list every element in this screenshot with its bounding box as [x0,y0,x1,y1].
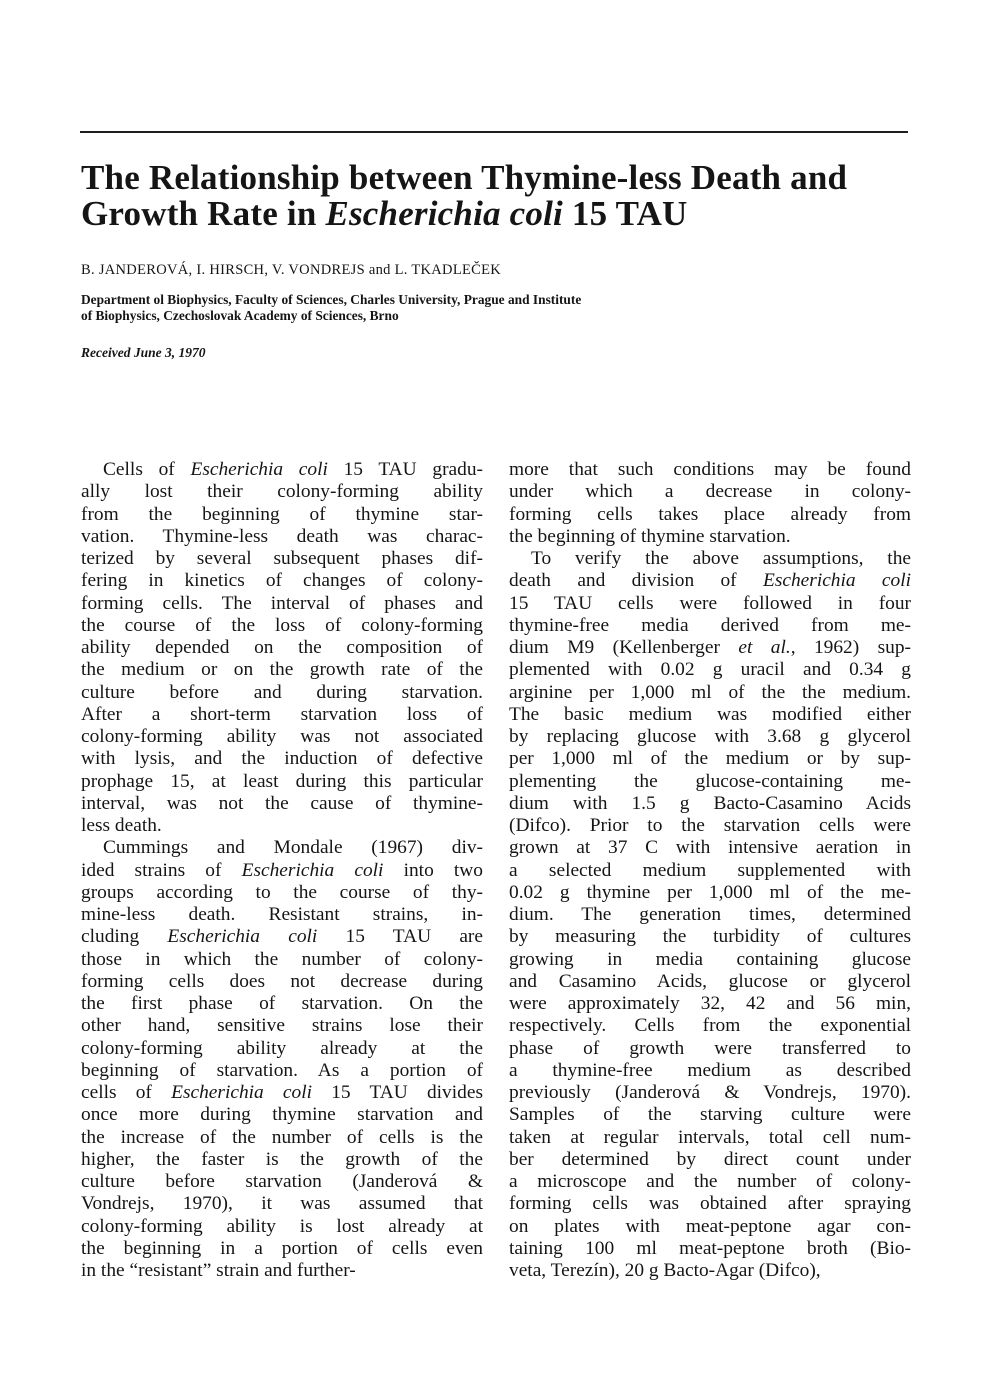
text-line: with lysis, and the induction of defective [81,748,483,770]
text-line: phase of growth were transferred to [509,1037,911,1059]
text-line: grown at 37 C with intensive aeration in [509,837,911,859]
text-line: by replacing glucose with 3.68 g glycerol [509,726,911,747]
text-line: plemented with 0.02 g uracil and 0.34 g [509,659,911,681]
affiliation [81,292,841,324]
text-line: arginine per 1,000 ml of the the medium. [509,681,911,703]
text-line: ally lost their colony-forming ability [81,481,483,503]
text-line: Vondrejs, 1970), it was assumed that [81,1193,483,1215]
title-line-1: The Relationship between Thymine-less Death and [81,158,848,197]
text-line: from the beginning of thymine star- [81,503,483,525]
text-line: culture before starvation (Janderová & [81,1171,483,1192]
article-title [81,160,921,232]
title-line-2 [81,196,921,232]
header-rule [80,131,908,133]
text-line: Cells of Escherichia coli 15 TAU gradu- [103,459,483,480]
text-line: beginning of starvation. As a portion of [81,1059,483,1081]
text-line: under which a decrease in colony- [509,481,911,503]
text-line: forming cells was obtained after spraying [509,1193,911,1215]
text-line: culture before and during starvation. [81,681,483,703]
text-line: colony-forming ability already at the [81,1037,483,1059]
text-line: forming cells takes place already from [509,503,911,525]
text-line: once more during thymine starvation and [81,1104,483,1126]
text-line: thymine-free media derived from me- [509,614,911,636]
text-line: 0.02 g thymine per 1,000 ml of the me- [509,881,911,903]
text-line: a thymine-free medium as described [509,1059,911,1081]
text-line: more that such conditions may be found [509,459,911,480]
text-line: prophage 15, at least during this particular [81,770,483,792]
body-column-right [509,459,911,1282]
text-line: a microscope and the number of colony- [509,1171,911,1192]
text-line: ber determined by direct count under [509,1148,911,1170]
text-line: taken at regular intervals, total cell num- [509,1126,911,1148]
text-line: groups according to the course of thy- [81,881,483,903]
text-line: colony-forming ability was not associated [81,726,483,747]
received-date: Received June 3, 1970 [81,345,206,360]
text-line: the course of the loss of colony-forming [81,614,483,636]
text-line: by measuring the turbidity of cultures [509,926,911,948]
text-line: veta, Terezín), 20 g Bacto-Agar (Difco), [509,1260,821,1281]
text-line: terized by several subsequent phases dif- [81,548,483,569]
text-line: the beginning of thymine starvation. [509,525,791,547]
text-line: forming cells. The interval of phases and [81,592,483,614]
text-line: The basic medium was modified either [509,703,911,725]
text-line: dium. The generation times, determined [509,904,911,925]
text-line: dium M9 (Kellenberger et al., 1962) sup- [509,637,911,658]
author-list: B. JANDEROVÁ, I. HIRSCH, V. VONDREJS and L. TKADLEČEK [81,262,502,278]
text-line: the first phase of starvation. On the [81,993,483,1014]
title-species: Escherichia coli [325,194,563,233]
text-line: taining 100 ml meat-peptone broth (Bio- [509,1237,911,1259]
text-line: those in which the number of colony- [81,948,483,970]
text-line: cells of Escherichia coli 15 TAU divides [81,1082,483,1103]
text-line: previously (Janderová & Vondrejs, 1970). [509,1082,911,1103]
title-text: Growth Rate in [81,194,326,233]
text-line: 15 TAU cells were followed in four [509,592,911,614]
text-line: the beginning in a portion of cells even [81,1237,483,1259]
affiliation-line: of Biophysics, Czechoslovak Academy of Sciences, Brno [81,308,399,323]
affiliation-line: Department ol Biophysics, Faculty of Sciences, Charles University, Prague and Institute [81,292,582,307]
text-line: the increase of the number of cells is the [81,1126,483,1148]
title-strain: 15 TAU [562,194,688,233]
text-line: higher, the faster is the growth of the [81,1148,483,1170]
body-column-left [81,459,483,1282]
text-line: interval, was not the cause of thymine- [81,792,483,814]
text-line: a selected medium supplemented with [509,859,911,881]
text-line: dium with 1.5 g Bacto-Casamino Acids [509,792,911,814]
text-line: less death. [81,815,162,836]
text-line: ability depended on the composition of [81,637,483,658]
text-line: in the “resistant” strain and further- [81,1260,356,1281]
text-line: To verify the above assumptions, the [531,548,911,569]
text-line: After a short-term starvation loss of [81,703,483,725]
text-line: colony-forming ability is lost already at [81,1215,483,1237]
text-line: plementing the glucose-containing me- [509,770,911,792]
text-line: were approximately 32, 42 and 56 min, [509,993,911,1014]
text-line: and Casamino Acids, glucose or glycerol [509,970,911,992]
text-line: respectively. Cells from the exponential [509,1015,911,1037]
text-line: the medium or on the growth rate of the [81,659,483,681]
text-line: vation. Thymine-less death was charac- [81,525,483,547]
text-line: other hand, sensitive strains lose their [81,1015,483,1037]
text-line: fering in kinetics of changes of colony- [81,570,483,592]
text-line: cluding Escherichia coli 15 TAU are [81,926,483,948]
text-line: Samples of the starving culture were [509,1104,911,1126]
text-line: on plates with meat-peptone agar con- [509,1215,911,1237]
text-line: (Difco). Prior to the starvation cells were [509,815,911,836]
text-line: growing in media containing glucose [509,948,911,970]
text-line: Cummings and Mondale (1967) div- [103,837,483,859]
text-line: death and division of Escherichia coli [509,570,911,592]
text-line: mine-less death. Resistant strains, in- [81,904,483,925]
text-line: forming cells does not decrease during [81,970,483,992]
text-line: ided strains of Escherichia coli into two [81,859,483,881]
text-line: per 1,000 ml of the medium or by sup- [509,748,911,770]
